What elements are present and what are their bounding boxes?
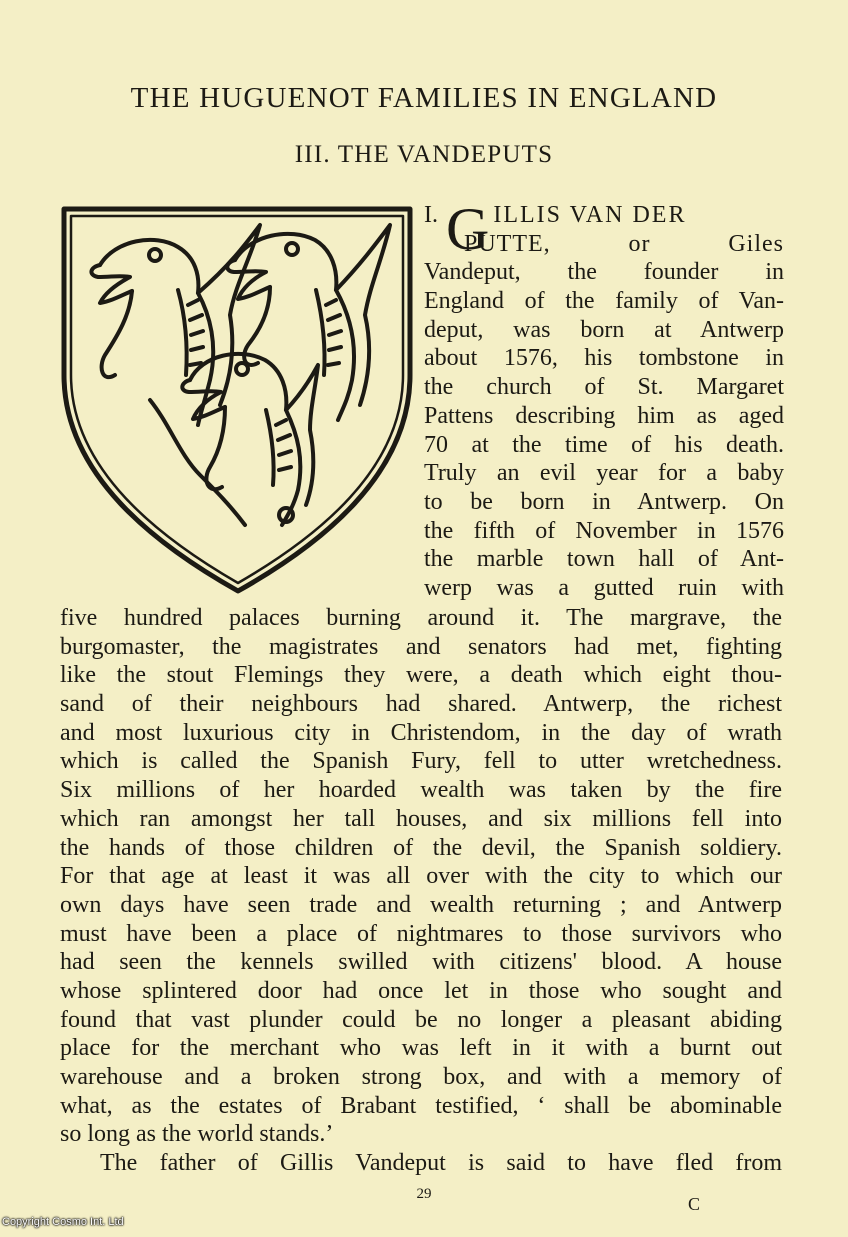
text-line: deput, was born at Antwerp — [424, 316, 784, 343]
text-line: five hundred palaces burning around it. The margrave, the — [60, 605, 782, 631]
drop-capital: G — [446, 196, 490, 262]
copyright-watermark: Copyright Cosmo Int. Ltd — [2, 1216, 124, 1228]
text-line: 70 at the time of his death. — [424, 431, 784, 458]
text-line: werp was a gutted ruin with — [424, 574, 784, 601]
text-line: ILLIS VAN DER — [493, 202, 687, 228]
text-line: the hands of those children of the devil, the Spanish soldiery. — [60, 834, 782, 861]
text-line: PUTTE, or Giles — [464, 230, 784, 257]
text-line: Vandeput, the founder in — [424, 259, 784, 286]
text-line: Truly an evil year for a baby — [424, 460, 784, 487]
text-line: which is called the Spanish Fury, fell to utter wretchedness. — [60, 748, 782, 775]
text-line: the marble town hall of Ant- — [424, 546, 784, 573]
text-line: place for the merchant who was left in it with a burnt out — [60, 1035, 782, 1062]
text-line: like the stout Flemings they were, a death which eight thou- — [60, 662, 782, 689]
text-line: found that vast plunder could be no longer a pleasant abiding — [60, 1006, 782, 1033]
section-title: III. THE VANDEPUTS — [294, 141, 554, 168]
page-number: 29 — [416, 1186, 432, 1202]
text-line: what, as the estates of Brabant testified, ‘ shall be abominable — [60, 1092, 782, 1119]
full-width-text-block — [60, 604, 782, 1178]
wrapped-text-block — [424, 196, 784, 603]
text-line: burgomaster, the magistrates and senators had met, fighting — [60, 633, 782, 660]
text-line: so long as the world stands.’ — [60, 1121, 334, 1148]
text-line: For that age at least it was all over with the city to which our — [60, 863, 782, 890]
paragraph-number: I. — [424, 202, 438, 228]
text-line: Pattens describing him as aged — [424, 402, 784, 429]
text-line: about 1576, his tombstone in — [424, 345, 784, 372]
text-line: own days have seen trade and wealth returning ; and Antwerp — [60, 891, 782, 918]
text-line: warehouse and a broken strong box, and with a memory of — [60, 1064, 782, 1090]
heraldic-shield-dolphins-icon — [60, 205, 414, 595]
text-line: had seen the kennels swilled with citizens' blood. A house — [60, 949, 782, 976]
text-line: whose splintered door had once let in those who sought and — [60, 977, 782, 1004]
text-line: England of the family of Van- — [424, 288, 784, 315]
text-line: must have been a place of nightmares to those survivors who — [60, 920, 782, 947]
running-title: THE HUGUENOT FAMILIES IN ENGLAND — [130, 82, 718, 114]
signature-mark: C — [688, 1194, 701, 1214]
text-line: the fifth of November in 1576 — [424, 517, 784, 544]
text-line: Six millions of her hoarded wealth was taken by the fire — [60, 777, 782, 804]
text-line: sand of their neighbours had shared. Antwerp, the richest — [60, 691, 782, 718]
text-line: to be born in Antwerp. On — [424, 488, 784, 515]
text-line: which ran amongst her tall houses, and six millions fell into — [60, 805, 782, 832]
text-line: the church of St. Margaret — [424, 374, 784, 401]
text-line: The father of Gillis Vandeput is said to have fled from — [100, 1150, 782, 1177]
text-line: and most luxurious city in Christendom, in the day of wrath — [60, 719, 782, 746]
